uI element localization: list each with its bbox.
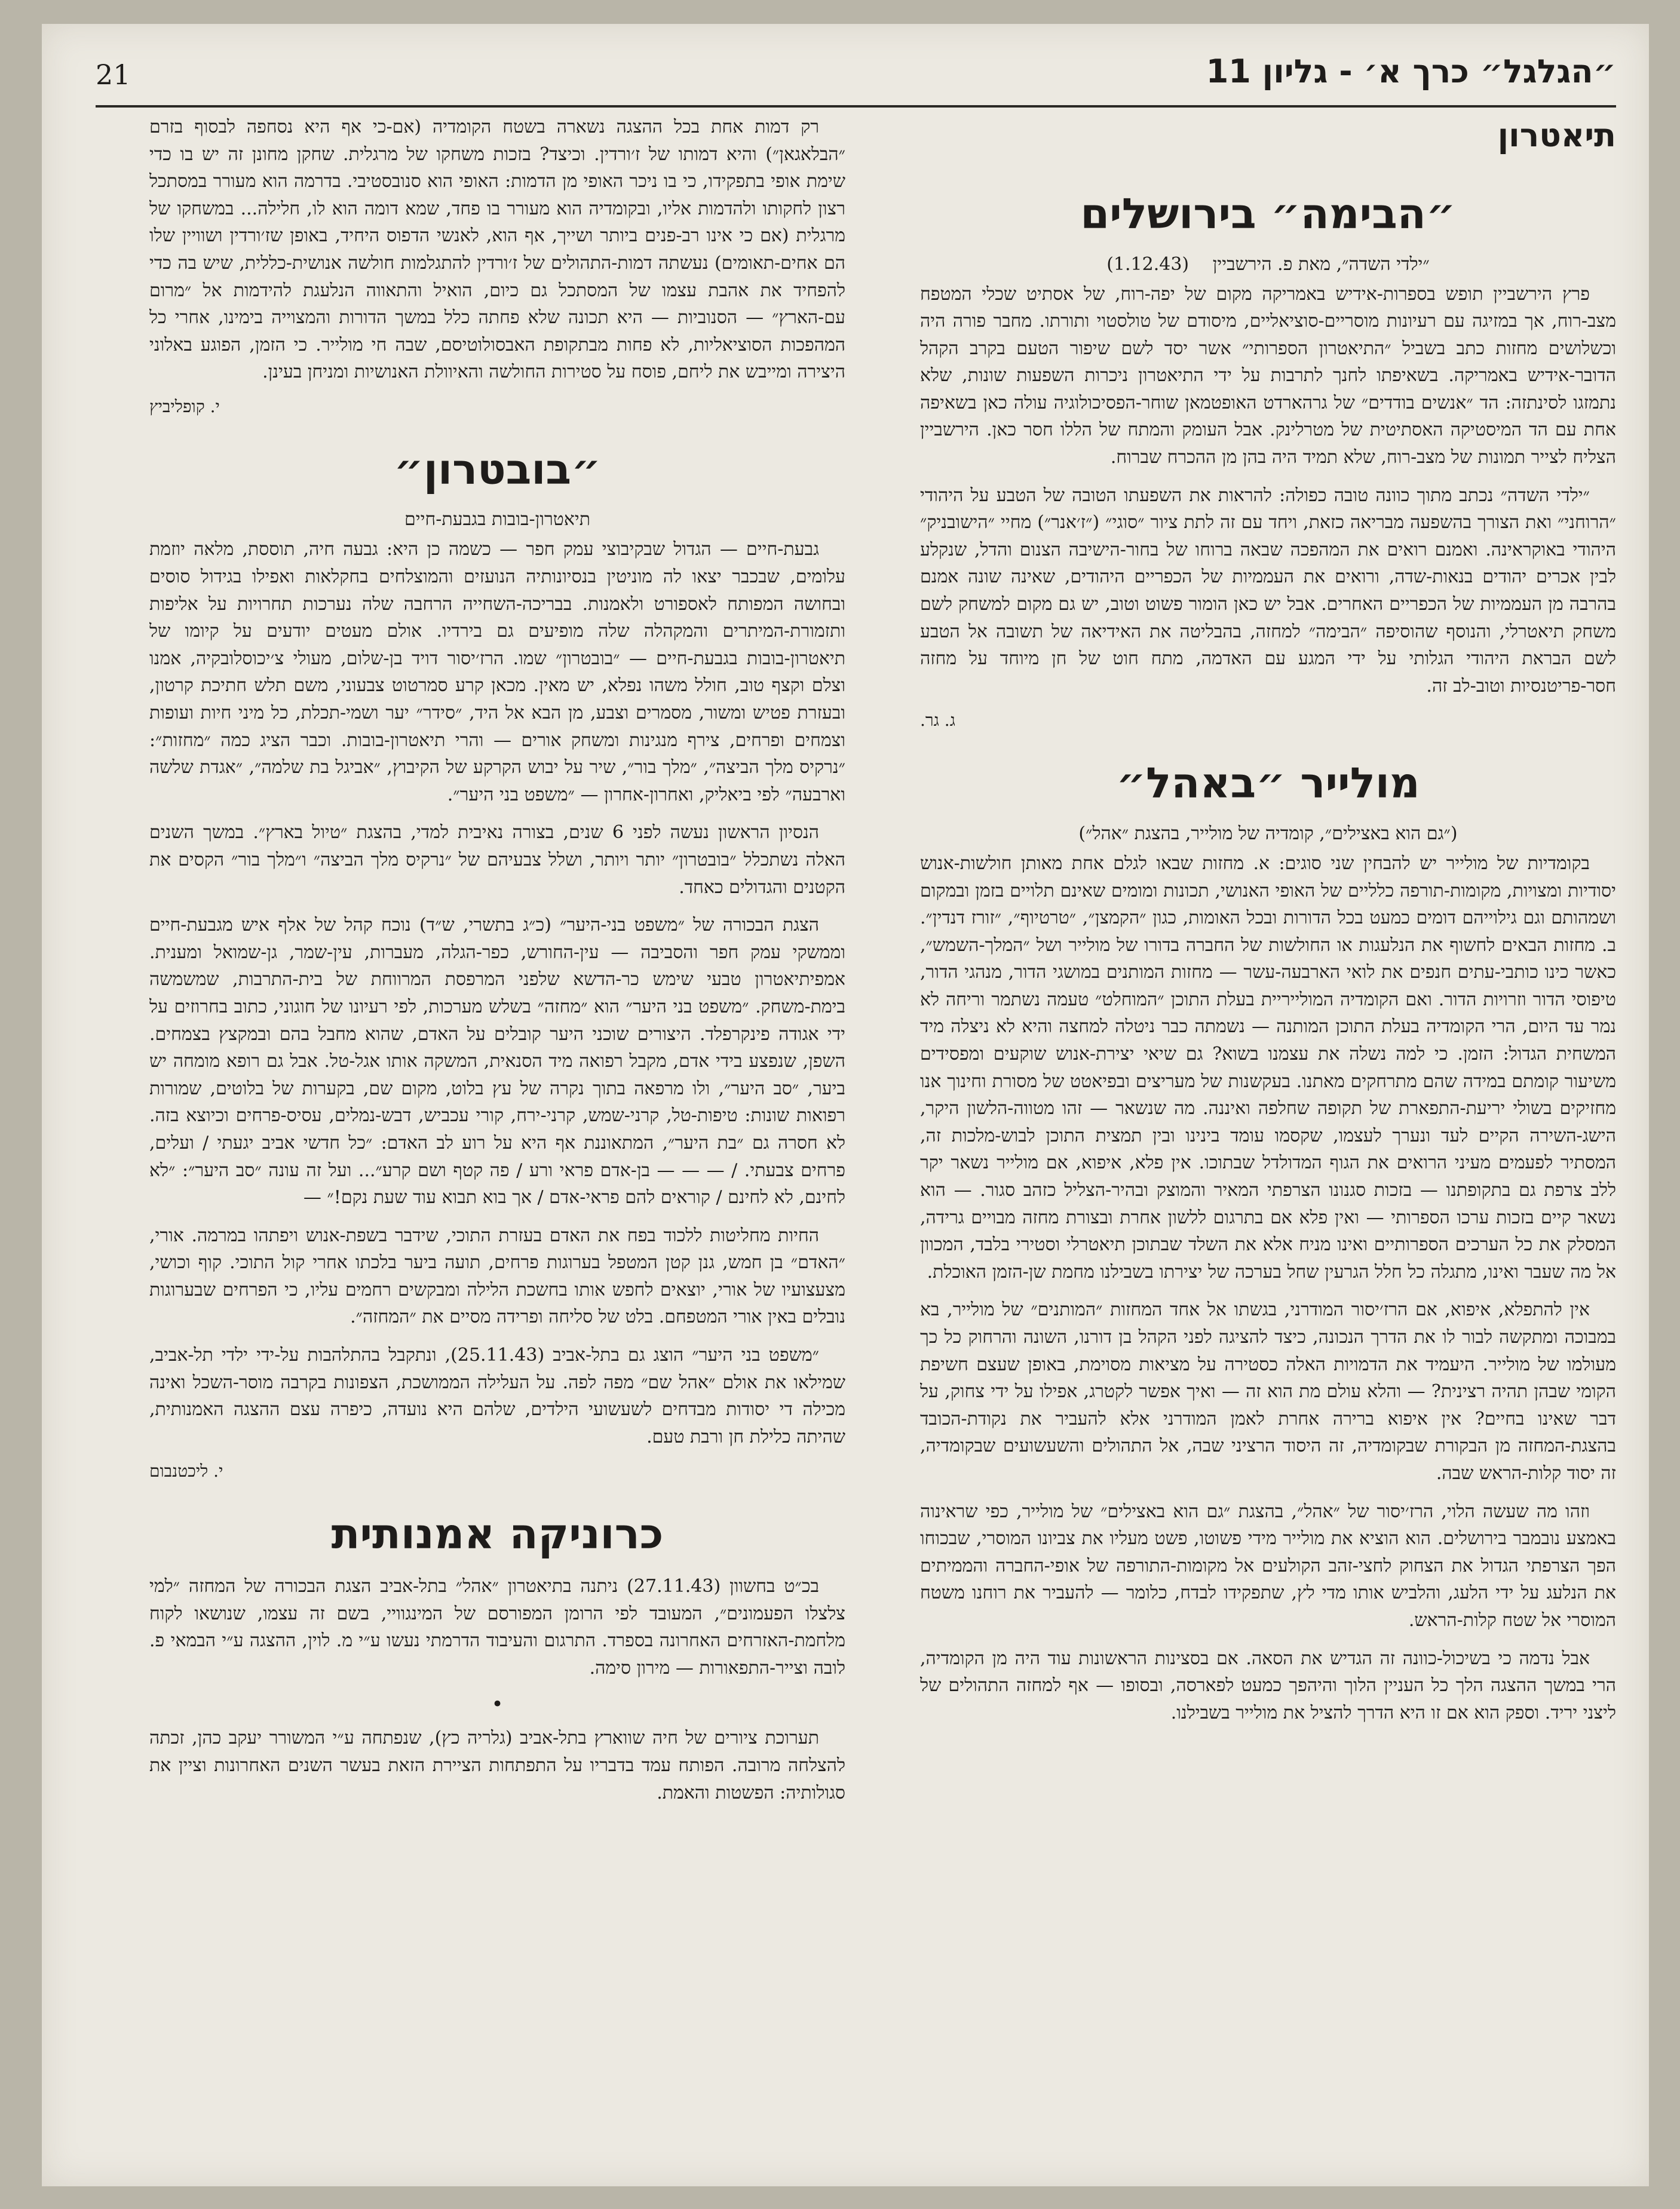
paragraph: גבעת-חיים — הגדול שבקיבוצי עמק חפר — כשמה כן היא: גבעה חיה, תוססת, מלאה יוזמת עלומים, שבכבר יצאו לה מוניטין בנסיונותיה הנועזים והמוצלחים בחקלאות ואפילו בגידול סוסים ובחושה המפותח לאספורט ולאמנות. בבריכה-השחייה הרחבה שלה נערכות תחרויות על אליפות ותזמורת-המיתרים והמקהלה שלה מופיעים גם בירדיו. אולם מעטים יודעים על קיומו של תיאטרון-בובות בגבעת-חיים — ״בובטרון״ שמו. הרז׳יסור דויד בן-שלום, מעולי צ׳יכוסלובקיה, אמנו וצלם וקצף טוב, חולל משהו נפלא, יש מאין. מכאן קרע סמרטוט צבעוני, משם תלש חתיכת קרטון, ובעזרת פטיש ומשור, מסמרים וצבע, מן הבא אל היד, ״סידר״ יער ושמי-תכלת, כל מיני חיות ועופות וצמחים ופרחים, צירף מנגינות ומשחק אורים — והרי תיאטרון-בובות. וכבר הציג כמה ״מחזות״: ״נרקיס מלך הביצה״, ״מלך בור״, שיר על יבוש הקרקע של הקיבוץ, ״אביגל בת שלמה״, ״אגדת שלשה וארבעה״ לפי ביאליק, ואחרון-אחרון — ״משפט בני היער״.	[149, 539, 845, 805]
paragraph: הנסיון הראשון נעשה לפני 6 שנים, בצורה נאיבית למדי, בהצגת ״טיול בארץ״. במשך השנים האלה נשתכלל ״בובטרון״ יותר ויותר, ושלל צבעיהם של ״נרקיס מלך הביצה״ ו״מלך בור״ הקסים את הקטנים והגדולים כאחד.	[149, 822, 845, 898]
subtitle-date: (1.12.43)	[1106, 253, 1190, 275]
bullet-divider: •	[491, 1692, 504, 1717]
newspaper-page	[42, 24, 1649, 2186]
signature	[920, 710, 1592, 731]
paragraph: בכ״ט בחשוון (27.11.43) ניתנה בתיאטרון ״אהל״ בתל-אביב הצגת הבכורה של המחזה ״למי צלצלו הפעמונים״, המעובד לפי הרומן המפורסם של המינגוויי, בשם זה עצמו, שנושאו לקוח מלחמת-האזרחים האחרונה בספרד. התרגום והעיבוד הדרמתי נעשו ע״י מ. לוין, ההצגה ע״י הבמאי פ. לובה וצייר-התפאורות — מירון סימה.	[149, 1575, 845, 1679]
section-label: תיאטרון	[1497, 116, 1616, 154]
signature	[149, 397, 821, 417]
left-column	[149, 113, 845, 2156]
page-number: 21	[96, 59, 131, 91]
paragraph: אבל נדמה כי בשיכול-כוונה זה הגדיש את הסאה. אם בסצינות הראשונות עוד היה מן הקומדיה, הרי במשך ההצגה הלך כל העניין הלוך והיהפך כמעט לפארסה, ובסופו — אף למחזה התהולים של ליצני יריד. וספק הוא אם זו היא הדרך להציל את מולייר בשבילנו.	[920, 1647, 1616, 1723]
signature-text: י. ליכטנבום	[149, 1461, 223, 1481]
signature	[149, 1461, 821, 1481]
paragraph: ״ילדי השדה״ נכתב מתוך כוונה טובה כפולה: להראות את השפעתו הטובה של הטבע על היהודי ״הרוחני״ ואת הצורך בהשפעה מבריאה כזאת, ויחד עם זה לתת ציור ״סוגי״ (״ז׳אנר״) מחיי ״הישובניק״ היהודי באוקראינה. ואמנם רואים את המהפכה שבאה ברוחו של בחור-הישיבה הצנום והדל, שנקלע לבין אכרים יהודים בנאות-שדה, ורואים את העממיות של הכפריים היהודים, שאינה שונה אמנם בהרבה מן העממיות של הכפריים האחרים. אבל יש כאן הומור פשוט וטוב, יש גם מקום למשחק לשם משחק תיאטרלי, והנוסף שהוסיפה ״הבימה״ למחזה, בהבליטה את האידיאה של תשובה אל הטבע לשם הבראת היהודי הגלותי על ידי המגע עם האדמה, מתח חוט של חן מיוחד על מחזה חסר-פריטנסיות וטוב-לב זה.	[920, 484, 1616, 697]
paragraph: ״משפט בני היער״ הוצג גם בתל-אביב (25.11.43), ונתקבל בהתלהבות על-ידי ילדי תל-אביב, שמילאו את אולם ״אהל שם״ מפה לפה. על העלילה הממושכת, הצפונות בקרבה מוסר-השכל ואינה מכילה די יסודות מבדחים לשעשועי הילדים, שלהם היא נועדה, כיפרה עצם ההצגה האמנותית, שהיתה כלילת חן ורבת טעם.	[149, 1345, 845, 1447]
signature-text: י. קופליביץ	[149, 396, 220, 416]
header-rule	[96, 105, 1616, 108]
subtitle-text: ״ילדי השדה״, מאת פ. הירשביין	[1212, 253, 1430, 275]
paragraph: פרץ הירשביין תופש בספרות-אידיש באמריקה מקום של יפה-רוח, של אסתיט שכלי המטפח מצב-רוח, אך במזיגה עם רעיונות מוסריים-סוציאליים, מיסודם של טולסטוי ותורתו. מחבר פורה היה וכשלושים מחזות כתב בשביל ״התיאטרון הספרותי״ אשר יסד לשם שיפור הטעם בקרב הקהל הדובר-אידיש באמריקה. בשאיפתו לחנך לתרבות על ידי התיאטרון ניכרות השפעות שונות, שלא נתמזגו לסינתזה: הד ״אנשים בודדים״ של גרהארדט האופטמאן שוחר-הפסיכולוגיה עולה כאן בשאיפה אחת עם הד המיסטיקה האסתיטית של מטרלינק. אבל העומק והמתח של הללו חסר כאן. הירשביין הצליח לצייר תמונות של מצב-רוח, שלא תמיד היה בהן מן ההכרח שברוח.	[920, 283, 1616, 468]
article-subtitle-habima	[920, 253, 1616, 276]
article-title-chronicle: כרוניקה אמנותית	[331, 1510, 664, 1559]
paragraph: הצגת הבכורה של ״משפט בני-היער״ (כ״ג בתשרי, ש״ד) נוכח קהל של אלף איש מגבעת-חיים וממשקי עמק חפר והסביבה — עין-החורש, כפר-הגלה, מעברות, עין-שמר, גן-שמואל ומענית. אמפיתיאטרון טבעי שימש כר-הדשא שלפני המרפסת המרווחת של בית-התרבות, שמשמשה בימת-משחק. ״משפט בני היער״ הוא ״מחזה״ בשלש מערכות, לפי רעיונו של חוגוני, כתוב בחרוזים על ידי אגודה פינקרפלד. היצורים שוכני היער קובלים על האדם, שהוא מחבל בהם ובמקצץ בצמחים. השפן, שנפצע בידי אדם, מקבל רפואה מיד הסנאית, המשקה אותו אגל-טל. אבל גם רופא מומחה יש ביער, ״סב היער״, ולו מרפאה בתוך נקרה של עץ בלוט, מקום שם, בקערות של בלוטים, שמורות רפואות שונות: טיפות-טל, קרני-שמש, קרני-ירח, קורי עכביש, דבש-נמלים, עסיס-פרחים וכיוצא בזה. לא חסרה גם ״בת היער״, המתאוננת אף היא על רוע לב האדם: ״כל חדשי אביב יגעתי / ועלים, פרחים צבעתי. / — — — בן-אדם פראי ורע / פה קטף ושם קרע״... ועל זה עונה ״סב היער״: ״לא לחינם, לא לחינם / קוראים להם פראי-אדם / אך בוא תבוא עוד שעת נקם!״ —	[149, 915, 845, 1208]
paragraph: וזהו מה שעשה הלוי, הרז׳יסור של ״אהל״, בהצגת ״גם הוא באצילים״ של מולייר, כפי שראינוה באמצע נובמבר בירושלים. הוא הוציא את מולייר מידי פשוטו, פשט מעליו את צביונו המוסרי, שבכוחו הפך הצרפתי הגדול את הצחוק לחצי-זהב הקולעים אל מקומות-התורפה של אופי-החברה והממיתים את הנלעג על ידי הלעג, והלביש אותו מדי לץ, שתפקידו לבדח, כלומר — להעביר את רוחנו משטח המוסרי אל שטח קלות-הראש.	[920, 1501, 1616, 1631]
running-header	[96, 42, 1616, 108]
paragraph: רק דמות אחת בכל ההצגה נשארה בשטח הקומדיה (אם-כי אף היא נסחפה לבסוף בזרם ״הבלאגאן״) והיא דמותו של ז׳ורדין. וכיצד? בזכות משחקו של מרגלית. שחקן מחונן זה יש בו כדי שימת אופי בתפקידו, כי בו ניכר האופי מן הדמות: האופי הוא סנובסטיבי. בדרמה הוא מעורר במסתכל רצון לחקותו ולהדמות אליו, ובקומדיה הוא מעורר בו פחד, שמא דומה הוא לו, חלילה... במשחקו של מרגלית (אם כי אינו רב-פנים ביותר ושייך, אף הוא, לאנשי הדפוס היחיד, באופן שז׳ורדין ושוויין שלו הם אחים-תאומים) נעשתה דמות-התהולים של ז׳ורדין להתגלמות חולשה אנושית-כללית, שיש בה כדי להפחיד את אהבת עצמו של המסתכל גם כיום, הואיל והתאווה הנלעגת להידמות אל ״מרום עם-הארץ״ — הסנוביות — היא תכונה שלא פחתה כלל במשך הדורות והמצוייה בימינו, אחרי כל המהפכות הסוציאליות, לא פחות מבתקופת האבסולוטיסם, שבה חי מולייר. כי הזמן, הפוגע באלוני היצירה ומייבש את ליחם, פוסח על סטירות החולשה והאיוולת האנושיות ומניחן בעינן.	[149, 116, 845, 383]
article-subtitle-bubatron: תיאטרון-בובות בגבעת-חיים	[404, 509, 590, 530]
right-column	[920, 113, 1616, 2156]
journal-title: ״הגלגל״ כרך א׳ - גליון 11	[1206, 53, 1616, 90]
article-title-moliere: מולייר ״באהל״	[1116, 759, 1420, 808]
paragraph: תערוכת ציורים של חיה שווארץ בתל-אביב (גלריה כץ), שנפתחה ע״י המשורר יעקב כהן, זכתה להצלחה מרובה. הפותח עמד בדבריו על התפתחות הציירת הזאת בעשר השנים האחרונות וציין את סגולותיה: הפשטות והאמת.	[149, 1728, 845, 1803]
article-title-habima: ״הבימה״ בירושלים	[1080, 189, 1456, 238]
paragraph: אין להתפלא, איפוא, אם הרז׳יסור המודרני, בגשתו אל אחד המחזות ״המותנים״ של מולייר, בא במבוכה ומתקשה לבור לו את הדרך הנכונה, כיצד להציגה לפני הקהל בן דורנו, השונה והרחוק כל כך מעולמו של מולייר. היעמיד את הדמויות האלה כסטירה על מציאות מסוימת, באופן שעצם חשיפת הקומי שבהן תהיה רצינית? — והלא עולם מת הוא זה — ואיך אפשר לקטרג, אפילו על ידי צחוק, על דבר שאינו בחיים? אין איפוא ברירה אחרת לאמן המודרני אלא להעביר את נקודת-הכובד בהצגת-המחזה מן הבקורת שבקומדיה, זה היסוד הרציני שבה, אל התהולים והשעשועים שבקומדיה, זה יסוד קלות-הראש שבה.	[920, 1299, 1616, 1484]
article-title-bubatron: ״בובטרון״	[394, 444, 601, 494]
signature-text: ג. גר.	[920, 710, 955, 731]
paragraph: החיות מחליטות ללכוד בפח את האדם בעזרת התוכי, שידבר בשפת-אנוש ויפתהו במרמה. אורי, ״האדם״ בן חמש, גנן קטן המטפל בערוגות פרחים, תועה ביער בלכתו אחרי קול התוכי. קוף וכושי, מצעצועיו של אורי, יוצאים לחפש אותו בחשכת הלילה ומבקשים רחמים עליו, כי הפרחים שבערוגות נובלים באין אורי המטפחם. בלט של סליחה ופרידה מסיים את ״המחזה״.	[149, 1225, 845, 1328]
paragraph: בקומדיות של מולייר יש להבחין שני סוגים: א. מחזות שבאו לגלם אחת מאותן חולשות-אנוש יסודיות ומצויות, מקומות-תורפה כלליים של האופי האנושי, תכונות ומומים שאינם תלויים בזמן ובמקום ושמהותם וגם גילוייהם דומים כמעט בכל הדורות ובכל האומות, כגון ״הקמצן״, ״טרטיוף״, ״זורז דנדין״. ב. מחזות הבאים לחשוף את הנלעגות או החולשות של החברה בדורו של מולייר ושל ״המלך-השמש״, כאשר כינו כותבי-עתים חנפים את לואי הארבעה-עשר — מחזות המותנים במושגי הדור, מנהגי הדור, טיפוסי הדור וזרויות הדור. ואם הקומדיה המולייריית בעלת התוכן ״המוחלט״ טעמה נשתמר וריחה לא נמר עד היום, הרי הקומדיה בעלת התוכן המותנה — נשמתה כבר ניטלה למחצה והיא לא ניצלה מיד המשחית הגדול: הזמן. כי למה נשלה את עצמנו בשוא? גם שיאי יצירת-אנוש שוקעים ומפסידים משיעור קומתם במידה שהם מתרחקים מאתנו. בעקשנות של מעריצים ובפיאטט של מסורת וחינוך אנו מחזיקים בשולי יריעת-התפארת של תקופה שחלפה ואיננה. מה שנשאר — זהו מטווה-הלשון היקר, הישג-השירה הקיים לעד ונערך לעצמו, שקסמו עומד בינינו ובין תמצית התוכן לבוש-מלכות זה, המסתיר לפעמים מעיני הרואים את הגוף המדולדל שבתוכו. אין פלא, איפוא, אם מולייר נשאר יקר ללב צרפת גם בתקופתנו — בזכות סגנונו הצרפתי המאיר והמוצק ובהיר-הצליל כזהב סגור. — הוא נשאר קיים בזכות ערכו הספרותי — ואין פלא אם בתרגום ללשון אחרת ובצורת מחזה מבויים גרידה, המסלק את כל הערכים הספרותיים ואינו מניח אלא את השלד שבתוכן תיאטרלי וסטירי בלבד, המכוון אל מה שעבר ואינו, מתגלה כל חלל הגרעין שחל בערכה של יצירתו בשבילנו מחמת שן-הזמן האוכלת.	[920, 852, 1616, 1283]
article-subtitle-moliere: (״גם הוא באצילים״, קומדיה של מולייר, בהצגת ״אהל״)	[1078, 823, 1458, 844]
